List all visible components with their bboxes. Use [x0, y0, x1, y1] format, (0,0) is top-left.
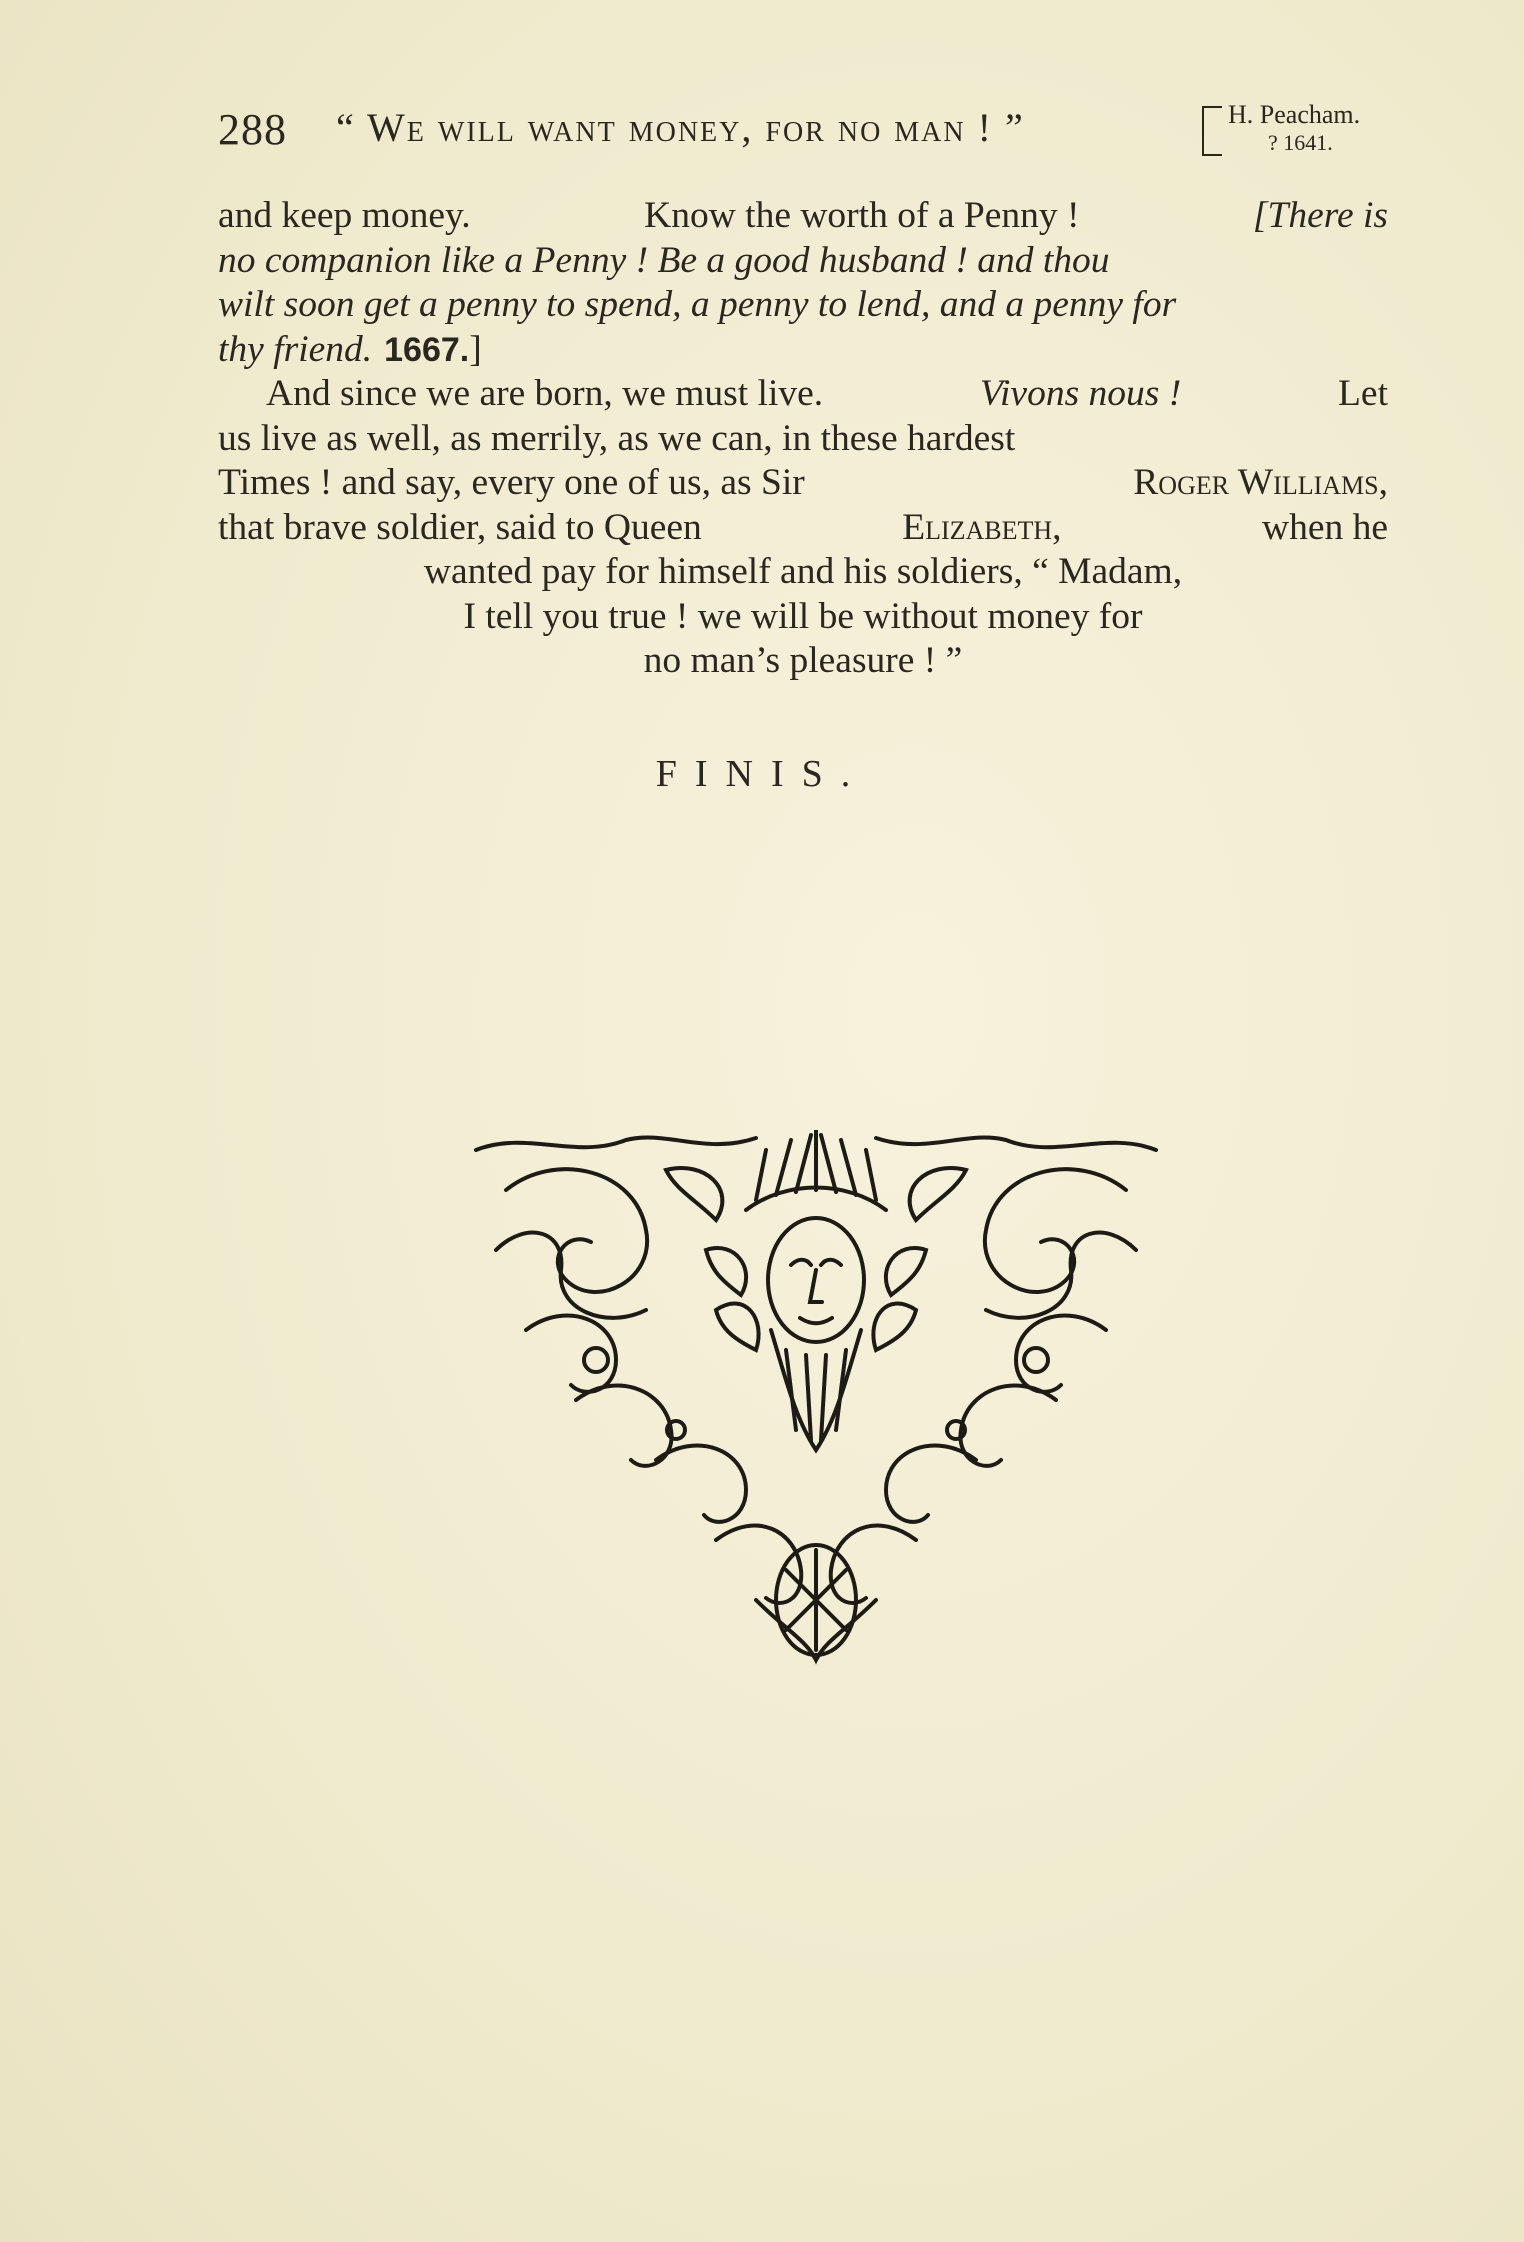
text-span: Know the worth of a Penny ! — [644, 195, 1080, 236]
page-number: 288 — [218, 105, 287, 154]
text-line: I tell you true ! we will be without money for — [463, 595, 1143, 637]
side-note — [1202, 100, 1390, 158]
italic-line: no companion like a Penny ! Be a good husband ! and thou — [218, 239, 1110, 281]
side-note-year: ? 1641. — [1268, 130, 1333, 155]
name-text: Roger Williams, — [1133, 462, 1388, 503]
text-line — [218, 506, 1388, 551]
text-line: wanted pay for himself and his soldiers, “ Madam, — [423, 551, 1183, 592]
text-line — [218, 461, 1388, 506]
text-line: no man’s pleasure ! ” — [643, 640, 963, 681]
year-text: 1667. — [384, 330, 470, 369]
italic-text: [There is — [1252, 195, 1388, 236]
running-header — [218, 100, 1390, 170]
text-line — [218, 372, 1388, 417]
text-span: that brave soldier, said to Queen — [218, 506, 702, 548]
bracket-text: ] — [469, 328, 482, 370]
tailpiece-ornament-icon — [466, 1130, 1166, 1670]
italic-text: thy friend. — [218, 328, 373, 370]
text-line — [218, 194, 1388, 239]
running-title: “ We will want money, for no man ! ” — [336, 105, 1025, 150]
text-span: Times ! and say, every one of us, as Sir — [218, 462, 805, 503]
side-note-author: H. Peacham. — [1228, 100, 1361, 129]
finis-heading: FINIS. — [655, 753, 869, 795]
bracket-icon — [1202, 106, 1222, 156]
text-span: And since we are born, we must live. — [266, 373, 824, 414]
italic-text: Vivons nous ! — [979, 373, 1182, 414]
name-text: Elizabeth, — [902, 506, 1062, 548]
text-line — [218, 328, 1388, 373]
text-span: when he — [1261, 506, 1388, 548]
text-span: Let — [1338, 373, 1388, 414]
body-text — [218, 194, 1388, 684]
text-span: and keep money. — [218, 195, 471, 236]
italic-line: wilt soon get a penny to spend, a penny to lend, and a penny for — [218, 284, 1177, 325]
text-line: us live as well, as merrily, as we can, in these hardest — [218, 417, 1016, 459]
